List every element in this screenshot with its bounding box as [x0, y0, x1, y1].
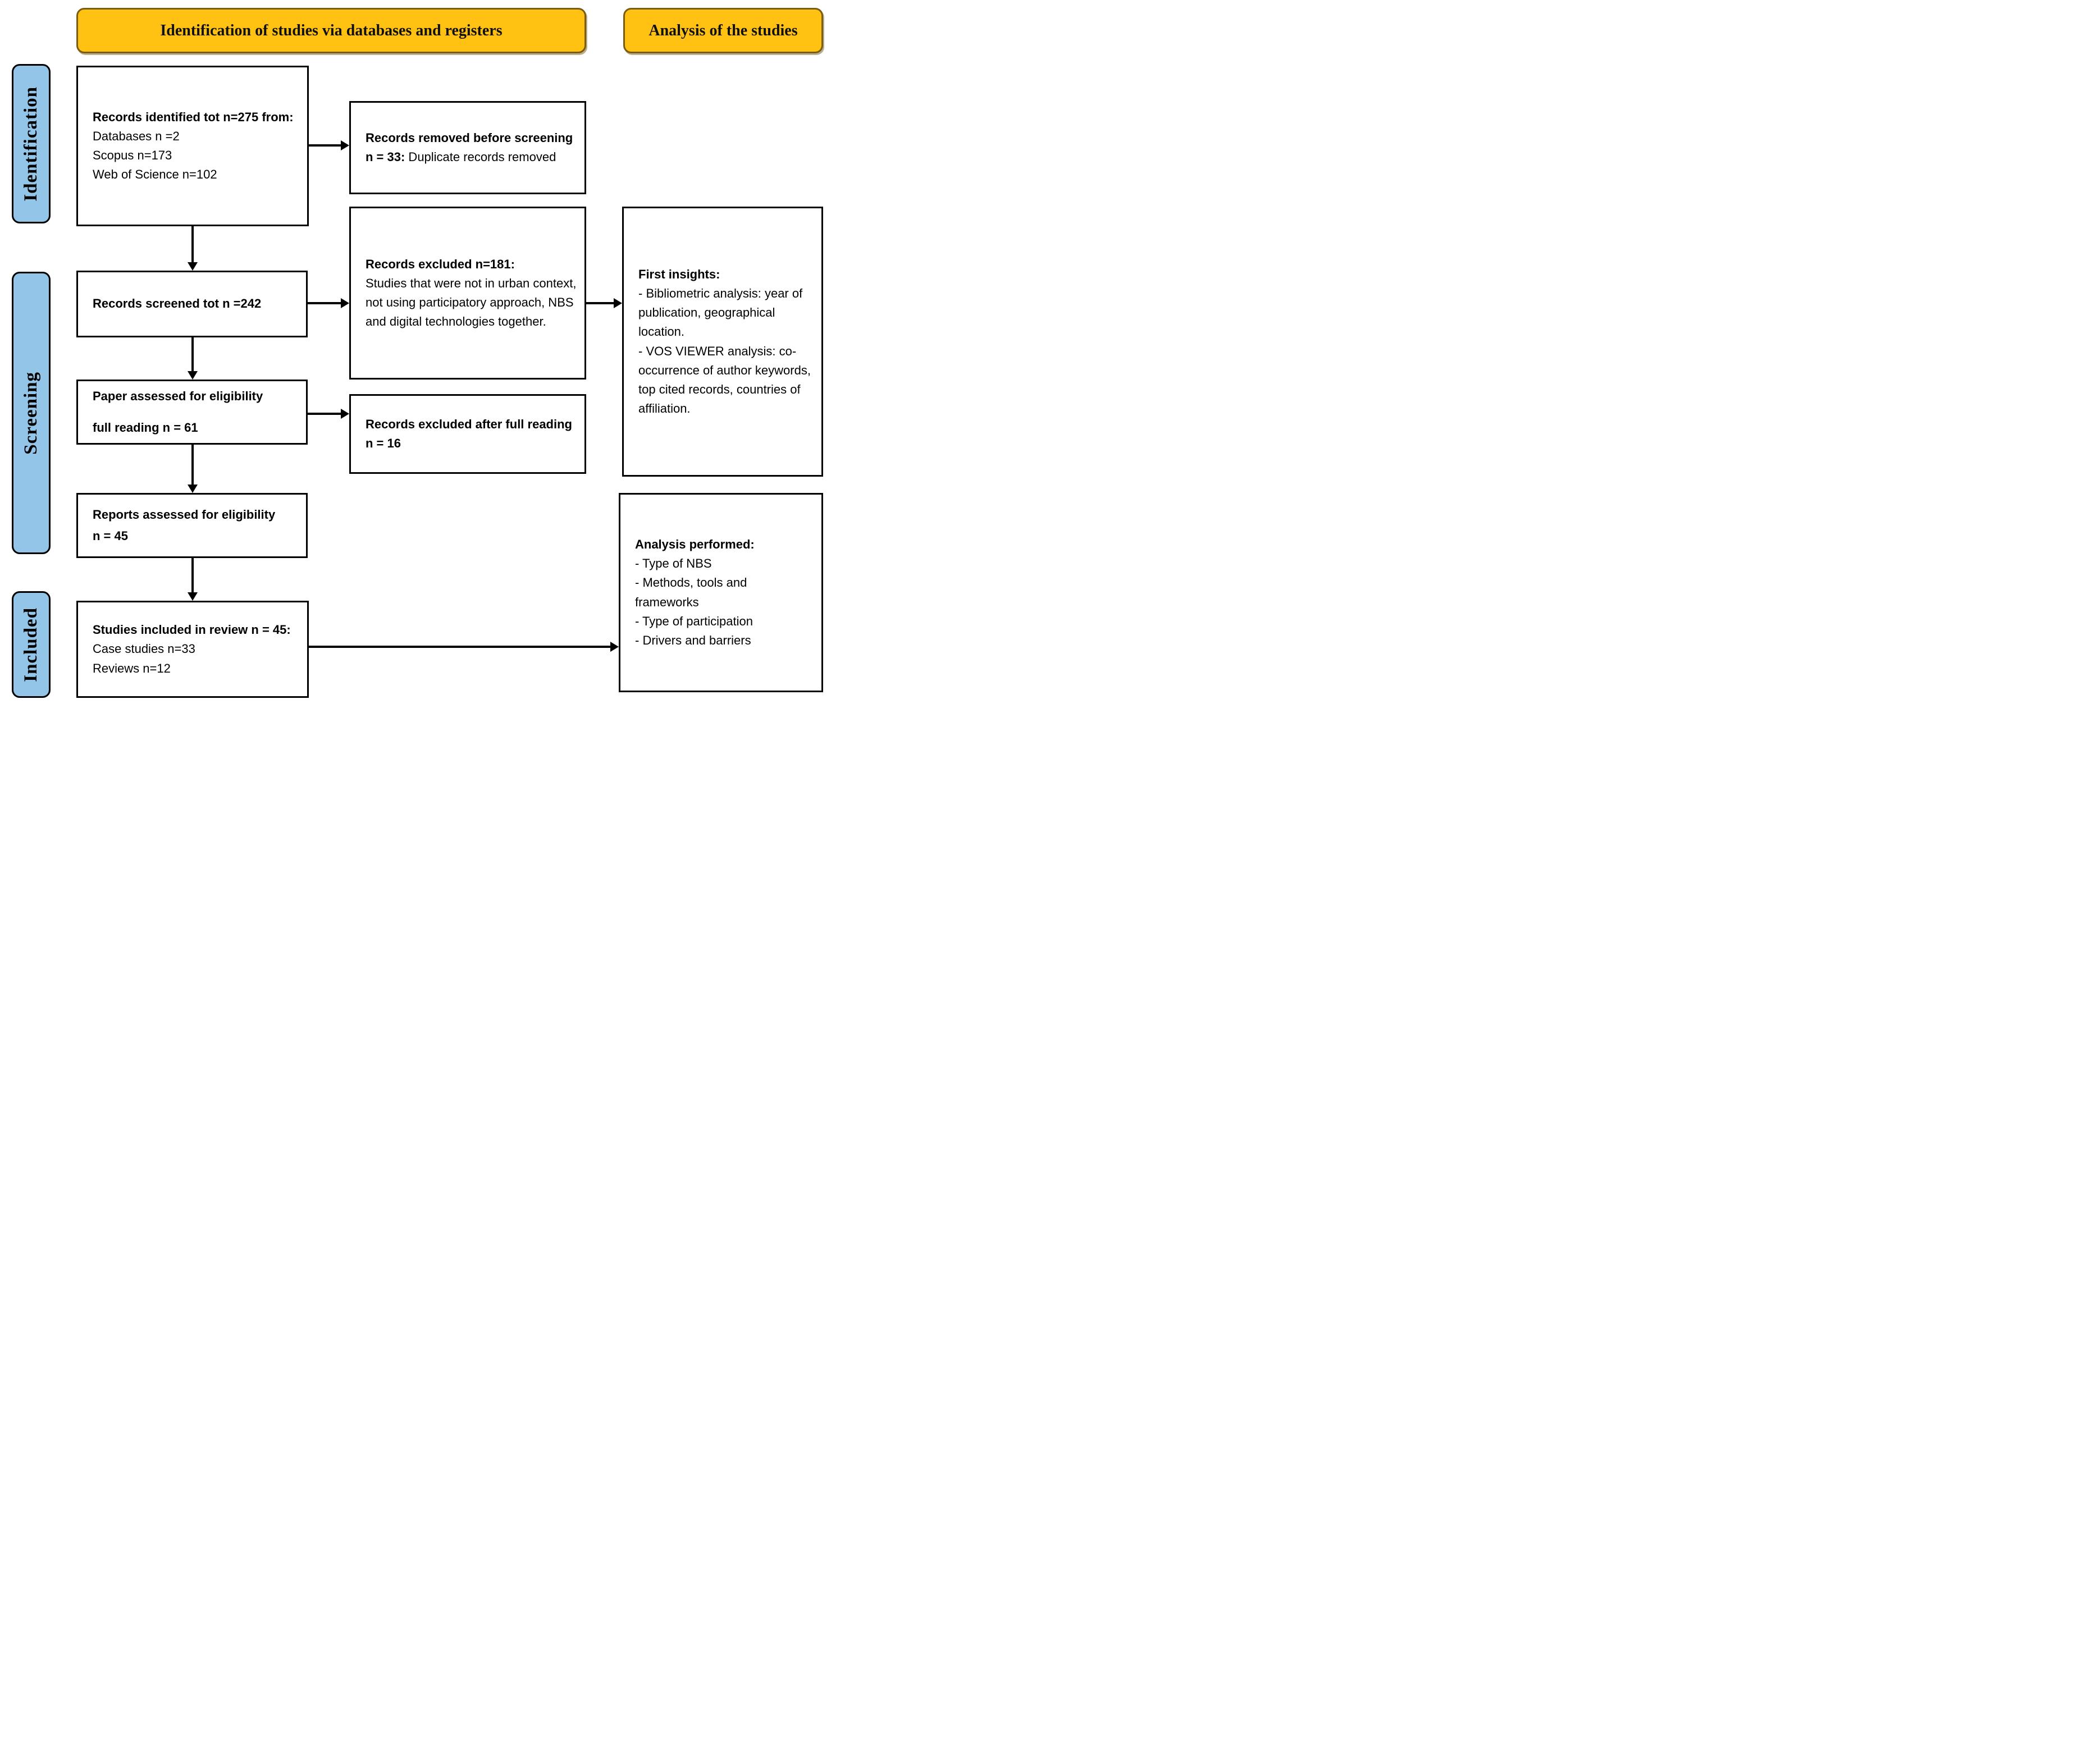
paper-assessed-line1: Paper assessed for eligibility	[93, 389, 263, 403]
arrow-identified-to-removed	[309, 144, 341, 147]
reports-assessed-line2: n = 45	[93, 529, 128, 543]
stage-identification-label: Identification	[21, 86, 41, 202]
box-reports-assessed	[76, 493, 308, 558]
header-identification-via-databases	[76, 8, 586, 53]
stage-screening	[12, 272, 51, 554]
records-excluded-rest: Studies that were not in urban context, not using participatory approach, NBS and digital technologies together.	[366, 276, 577, 329]
arrow-screened-to-paper-assessed	[191, 337, 194, 371]
box-records-removed	[349, 101, 586, 194]
arrow-screened-to-excluded	[308, 302, 341, 304]
records-removed-text	[366, 129, 577, 167]
arrow-identified-to-screened	[191, 226, 194, 262]
records-identified-line-databases: Databases n =2	[93, 129, 180, 143]
arrow-reports-to-studies	[191, 558, 194, 592]
first-insights-vosviewer: - VOS VIEWER analysis: co-occurrence of author keywords, top cited records, countries of affiliation.	[638, 344, 811, 415]
box-records-excluded	[349, 207, 586, 380]
reports-assessed-line1: Reports assessed for eligibility	[93, 507, 276, 522]
analysis-performed-drivers: - Drivers and barriers	[635, 633, 751, 647]
analysis-performed-methods: - Methods, tools and frameworks	[635, 575, 747, 609]
arrow-excluded-to-first-insights	[586, 302, 614, 304]
first-insights-title: First insights:	[638, 267, 720, 282]
box-studies-included	[76, 601, 309, 698]
stage-identification	[12, 64, 51, 223]
records-removed-bold: Records removed before screening n = 33:	[366, 130, 573, 164]
studies-included-line-reviews: Reviews n=12	[93, 661, 171, 675]
stage-included	[12, 591, 51, 698]
paper-assessed-line2: full reading n = 61	[93, 421, 198, 435]
records-excluded-full-text: Records excluded after full reading n = 16	[366, 417, 572, 450]
arrow-paper-to-excluded-full	[308, 413, 341, 415]
header-analysis-label: Analysis of the studies	[648, 21, 798, 39]
box-first-insights	[622, 207, 823, 477]
box-records-identified	[76, 66, 309, 226]
records-identified-line-scopus: Scopus n=173	[93, 148, 172, 162]
stage-screening-label: Screening	[21, 371, 41, 455]
prisma-flow-diagram	[0, 0, 831, 706]
analysis-performed-title: Analysis performed:	[635, 537, 755, 552]
stage-included-label: Included	[21, 607, 41, 682]
box-paper-assessed	[76, 380, 308, 445]
box-analysis-performed	[619, 493, 823, 692]
studies-included-title: Studies included in review n = 45:	[93, 623, 291, 637]
header-analysis-of-studies	[623, 8, 823, 53]
analysis-performed-participation: - Type of participation	[635, 614, 753, 628]
header-identification-label: Identification of studies via databases and registers	[160, 21, 503, 39]
studies-included-line-case-studies: Case studies n=33	[93, 642, 195, 656]
arrow-paper-to-reports	[191, 445, 194, 485]
box-records-excluded-full-reading	[349, 394, 586, 474]
records-identified-title: Records identified tot n=275 from:	[93, 109, 294, 124]
records-screened-title: Records screened tot n =242	[93, 296, 262, 311]
box-records-screened	[76, 271, 308, 337]
analysis-performed-type-nbs: - Type of NBS	[635, 556, 712, 571]
records-identified-line-wos: Web of Science n=102	[93, 167, 217, 182]
first-insights-bibliometric: - Bibliometric analysis: year of publication, geographical location.	[638, 286, 803, 339]
records-removed-rest: Duplicate records removed	[405, 150, 556, 164]
arrow-studies-to-analysis	[309, 646, 610, 648]
records-excluded-bold: Records excluded n=181:	[366, 257, 515, 271]
